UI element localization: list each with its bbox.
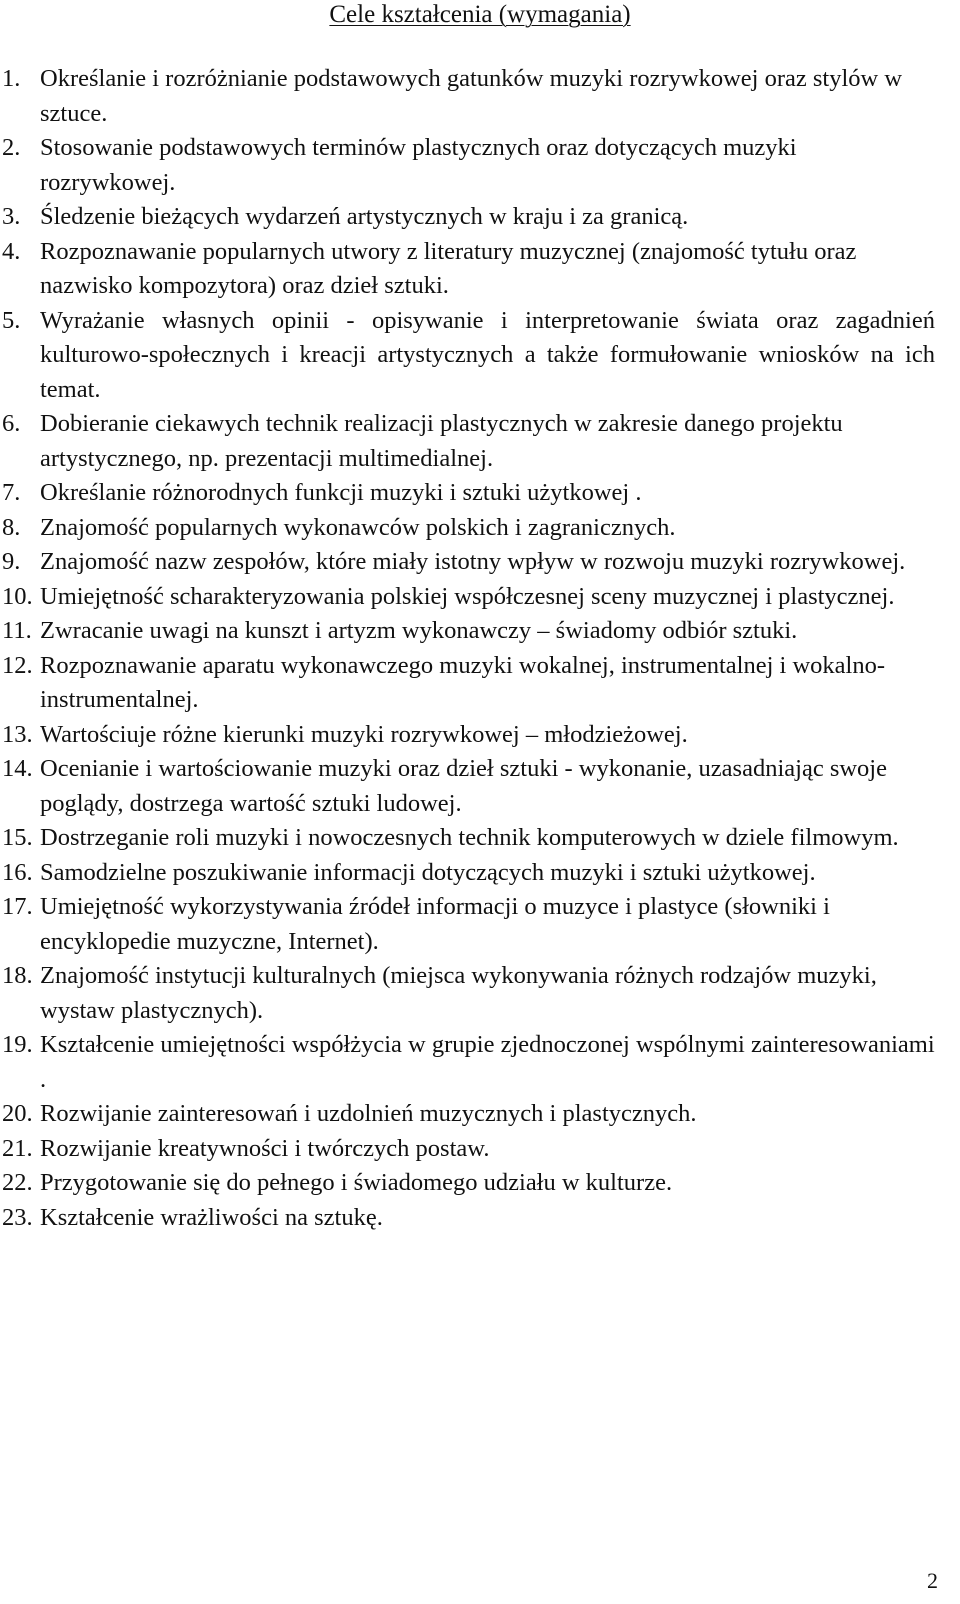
item-number: 20.	[2, 1100, 33, 1127]
item-text: Znajomość nazw zespołów, które miały istotny wpływ w rozwoju muzyki rozrywkowej.	[40, 548, 906, 575]
item-number: 13.	[2, 720, 33, 748]
item-text: Rozpoznawanie popularnych utwory z literatury muzycznej (znajomość tytułu oraz nazwisko kompozytora) oraz dzieł sztuki.	[40, 237, 857, 299]
item-number: 4.	[2, 237, 21, 265]
item-text: Kształcenie umiejętności współżycia w grupie zjednoczonej wspólnymi zainteresowaniami .	[40, 1031, 935, 1093]
list-item	[0, 856, 935, 891]
list-item	[0, 890, 935, 959]
list-item	[0, 718, 935, 753]
item-text: Umiejętność scharakteryzowania polskiej współczesnej sceny muzycznej i plastycznej.	[40, 582, 895, 610]
page-number: 2	[927, 1568, 938, 1593]
list-item	[0, 1132, 935, 1167]
list-item	[0, 407, 935, 476]
item-number: 14.	[2, 755, 33, 782]
list-item	[0, 511, 935, 546]
item-number: 18.	[2, 962, 33, 989]
item-number: 3.	[2, 203, 21, 230]
page-title: Cele kształcenia (wymagania)	[329, 1, 631, 28]
item-text: Znajomość instytucji kulturalnych (miejsca wykonywania różnych rodzajów muzyki, wystaw plastycznych).	[40, 962, 877, 1024]
item-number: 16.	[2, 858, 33, 886]
item-number: 10.	[2, 582, 33, 610]
item-number: 19.	[2, 1031, 33, 1058]
item-text: Dobieranie ciekawych technik realizacji plastycznych w zakresie danego projektu artystycznego, np. prezentacji multimedialnej.	[40, 410, 843, 472]
requirements-list	[0, 62, 960, 1235]
item-number: 2.	[2, 134, 21, 161]
item-text: Kształcenie wrażliwości na sztukę.	[40, 1203, 383, 1231]
item-text: Wyrażanie własnych opinii - opisywanie i interpretowanie świata oraz zagadnień kulturowo-społecznych i kreacji artystycznych a także formułowanie wniosków na ich temat.	[40, 306, 935, 403]
item-text: Śledzenie bieżących wydarzeń artystycznych w kraju i za granicą.	[40, 203, 689, 230]
list-item	[0, 1097, 935, 1132]
list-item	[0, 752, 935, 821]
item-text: Rozwijanie kreatywności i twórczych postaw.	[40, 1134, 490, 1162]
list-item	[0, 959, 935, 1028]
item-text: Rozpoznawanie aparatu wykonawczego muzyki wokalnej, instrumentalnej i wokalno-instrumentalnej.	[40, 651, 885, 713]
item-text: Ocenianie i wartościowanie muzyki oraz dzieł sztuki - wykonanie, uzasadniając swoje poglądy, dostrzega wartość sztuki ludowej.	[40, 755, 887, 817]
item-number: 23.	[2, 1203, 33, 1231]
list-item	[0, 649, 935, 718]
item-text: Samodzielne poszukiwanie informacji dotyczących muzyki i sztuki użytkowej.	[40, 858, 816, 886]
list-item	[0, 1201, 935, 1236]
item-text: Określanie i rozróżnianie podstawowych gatunków muzyki rozrywkowej oraz stylów w sztuce.	[40, 65, 903, 127]
item-number: 9.	[2, 548, 21, 575]
item-text: Określanie różnorodnych funkcji muzyki i sztuki użytkowej .	[40, 479, 642, 506]
item-number: 11.	[2, 617, 32, 644]
item-number: 22.	[2, 1169, 33, 1196]
item-text: Przygotowanie się do pełnego i świadomego udziału w kulturze.	[40, 1169, 673, 1196]
item-number: 5.	[2, 306, 21, 334]
list-item	[0, 304, 935, 408]
list-item	[0, 1166, 935, 1201]
list-item	[0, 821, 935, 856]
item-number: 15.	[2, 824, 33, 851]
list-item	[0, 1028, 935, 1097]
list-item	[0, 545, 935, 580]
item-number: 12.	[2, 651, 33, 679]
item-text: Dostrzeganie roli muzyki i nowoczesnych technik komputerowych w dziele filmowym.	[40, 824, 899, 851]
list-item	[0, 62, 935, 131]
list-item	[0, 476, 935, 511]
item-text: Rozwijanie zainteresowań i uzdolnień muzycznych i plastycznych.	[40, 1100, 697, 1127]
item-text: Zwracanie uwagi na kunszt i artyzm wykonawczy – świadomy odbiór sztuki.	[40, 617, 798, 644]
item-number: 17.	[2, 893, 33, 920]
list-item	[0, 580, 935, 615]
item-text: Wartościuje różne kierunki muzyki rozrywkowej – młodzieżowej.	[40, 720, 688, 748]
list-item	[0, 131, 935, 200]
item-number: 21.	[2, 1134, 33, 1162]
item-text: Umiejętność wykorzystywania źródeł informacji o muzyce i plastyce (słowniki i encyklopedie muzyczne, Internet).	[40, 893, 830, 955]
item-number: 8.	[2, 513, 21, 541]
list-item	[0, 235, 935, 304]
list-item	[0, 200, 935, 235]
list-item	[0, 614, 935, 649]
item-number: 6.	[2, 410, 21, 437]
item-number: 1.	[2, 65, 21, 92]
item-text: Stosowanie podstawowych terminów plastycznych oraz dotyczących muzyki rozrywkowej.	[40, 134, 797, 196]
item-text: Znajomość popularnych wykonawców polskich i zagranicznych.	[40, 513, 676, 541]
item-number: 7.	[2, 479, 21, 506]
